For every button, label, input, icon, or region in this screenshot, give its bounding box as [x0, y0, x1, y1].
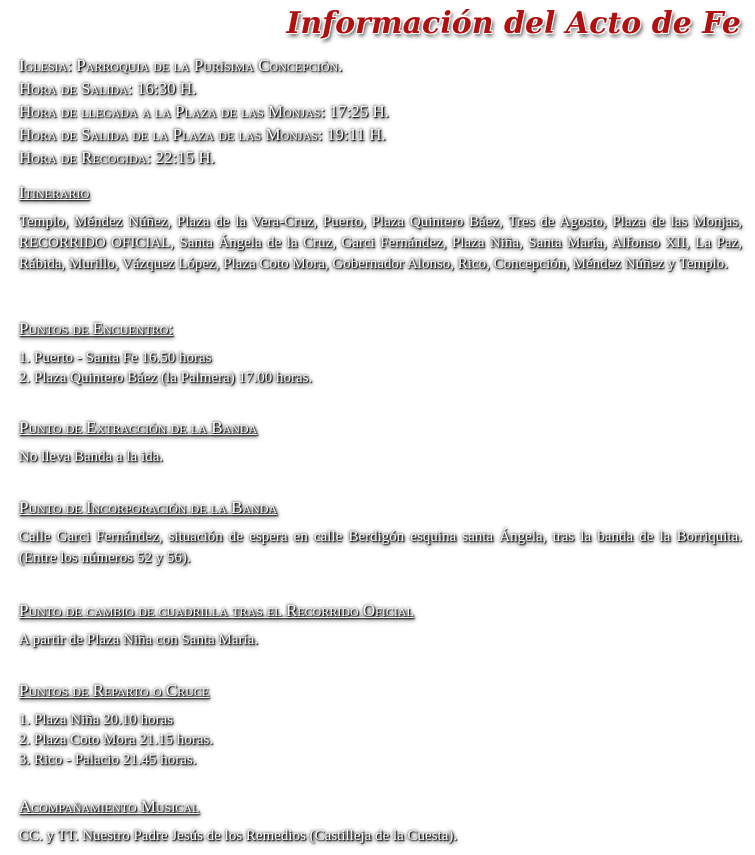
list-item: 1. Plaza Niña 20.10 horas: [19, 712, 174, 728]
extraccion-heading: Punto de Extracción de la Banda: [19, 418, 258, 437]
list-item: 1. Puerto - Santa Fe 16.50 horas: [19, 350, 212, 366]
info-block: [19, 54, 742, 169]
incorporacion-text: Calle Garci Fernández, situación de espera en calle Berdigón esquina santa Ángela, tras la banda de la Borriquita. (Entre los números 52 y 56).: [19, 529, 742, 566]
incorporacion-section: [19, 497, 742, 569]
extraccion-text: No lleva Banda a la ida.: [19, 449, 164, 465]
itinerario-text: Templo, Méndez Núñez, Plaza de la Vera-Cruz, Puerto, Plaza Quintero Báez, Tres de Agosto, Plaza de las Monjas, RECORRIDO OFICIAL, Santa Ángela de la Cruz, Garci Fernández, Plaza Niña, Santa María, Alfonso XII, La Paz, Rábida, Murillo, Vázquez López, Plaza Coto Mora, Gobernador Alonso, Rico, Concepción, Méndez Núñez y Templo.: [19, 214, 742, 272]
info-hora-salida: Hora de Salida: 16:30 H.: [19, 79, 197, 98]
reparto-section: [19, 680, 742, 770]
encuentro-heading: Puntos de Encuentro:: [19, 319, 174, 338]
acompanamiento-section: [19, 796, 742, 847]
cambio-heading: Punto de cambio de cuadrilla tras el Recorrido Oficial: [19, 601, 414, 620]
info-iglesia: Iglesia: Parroquia de la Purísima Concepción.: [19, 56, 343, 75]
cambio-text: A partir de Plaza Niña con Santa María.: [19, 632, 259, 648]
reparto-list: [19, 710, 742, 770]
extraccion-section: [19, 417, 742, 468]
encuentro-list: [19, 348, 742, 388]
encuentro-section: [19, 318, 742, 388]
itinerario-section: [19, 182, 742, 275]
list-item: 2. Plaza Quintero Báez (la Palmera) 17.00 horas.: [19, 370, 313, 386]
cambio-section: [19, 600, 742, 651]
acompanamiento-heading: Acompañamiento Musical: [19, 797, 200, 816]
incorporacion-heading: Punto de Incorporación de la Banda: [19, 498, 278, 517]
list-item: 2. Plaza Coto Mora 21.15 horas.: [19, 732, 214, 748]
itinerario-heading: Itinerario: [19, 183, 90, 202]
acompanamiento-text: CC. y TT. Nuestro Padre Jesús de los Remedios (Castilleja de la Cuesta).: [19, 828, 458, 844]
info-hora-recogida: Hora de Recogida: 22:15 H.: [19, 148, 215, 167]
page-title: Información del Acto de Fe: [286, 6, 741, 41]
info-hora-salida-plaza: Hora de Salida de la Plaza de las Monjas: 19:11 H.: [19, 125, 386, 144]
list-item: 3. Rico - Palacio 21.45 horas.: [19, 752, 197, 768]
info-hora-llegada: Hora de llegada a la Plaza de las Monjas: 17:25 H.: [19, 102, 389, 121]
reparto-heading: Puntos de Reparto o Cruce: [19, 681, 210, 700]
